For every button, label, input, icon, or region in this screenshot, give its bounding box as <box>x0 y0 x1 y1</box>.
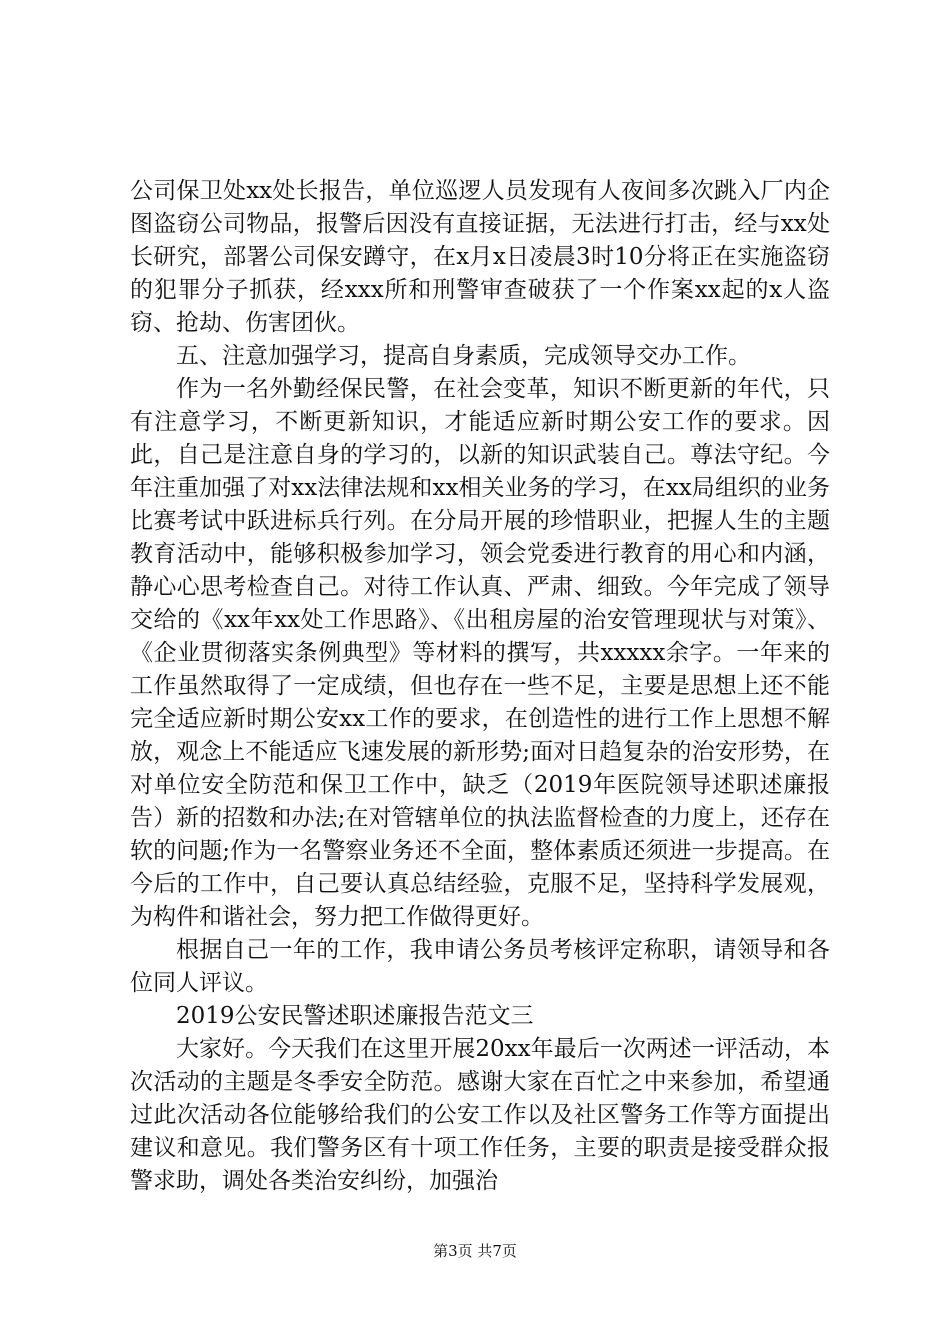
paragraph: 作为一名外勤经保民警，在社会变革，知识不断更新的年代，只有注意学习，不断更新知识，才能适应新时期公安工作的要求。因此，自己是注意自身的学习的，以新的知识武装自己。尊法守纪。今年注重加强了对xx法律法规和xx相关业务的学习，在xx局组织的业务比赛考试中跃进标兵行列。在分局开展的珍惜职业，把握人生的主题教育活动中，能够积极参加学习，领会党委进行教育的用心和内涵，静心心思考检查自己。对待工作认真、严肃、细致。今年完成了领导交给的《xx年xx处工作思路》、《出租房屋的治安管理现状与对策》、《企业贯彻落实条例典型》等材料的撰写，共xxxxx余字。一年来的工作虽然取得了一定成绩，但也存在一些不足，主要是思想上还不能完全适应新时期公安xx工作的要求，在创造性的进行工作上思想不解放，观念上不能适应飞速发展的新形势;面对日趋复杂的治安形势，在对单位安全防范和保卫工作中，缺乏（2019年医院领导述职述廉报告）新的招数和办法;在对管辖单位的执法监督检查的力度上，还存在软的问题;作为一名警察业务还不全面，整体素质还须进一步提高。在今后的工作中，自己要认真总结经验，克服不足，坚持科学发展观，为构件和谐社会，努力把工作做得更好。 <box>130 376 830 930</box>
paragraph: 根据自己一年的工作，我申请公务员考核评定称职，请领导和各位同人评议。 <box>130 937 830 996</box>
page-number-footer: 第3页 共7页 <box>433 1242 517 1260</box>
document-body <box>130 175 830 1198</box>
paragraph: 公司保卫处xx处长报告，单位巡逻人员发现有人夜间多次跳入厂内企图盗窃公司物品，报警后因没有直接证据，无法进行打击，经与xx处长研究，部署公司保安蹲守，在x月x日凌晨3时10分将正在实施盗窃的犯罪分子抓获，经xxx所和刑警审查破获了一个作案xx起的x人盗窃、抢劫、伤害团伙。 <box>130 178 830 336</box>
paragraph: 大家好。今天我们在这里开展20xx年最后一次两述一评活动，本次活动的主题是冬季安全防范。感谢大家在百忙之中来参加，希望通过此次活动各位能够给我们的公安工作以及社区警务工作等方面提出建议和意见。我们警务区有十项工作任务，主要的职责是接受群众报警求助，调处各类治安纠纷，加强治 <box>130 1036 830 1194</box>
section-title: 2019公安民警述职述廉报告范文三 <box>176 1003 534 1029</box>
section-heading: 五、注意加强学习，提高自身素质，完成领导交办工作。 <box>176 343 751 369</box>
